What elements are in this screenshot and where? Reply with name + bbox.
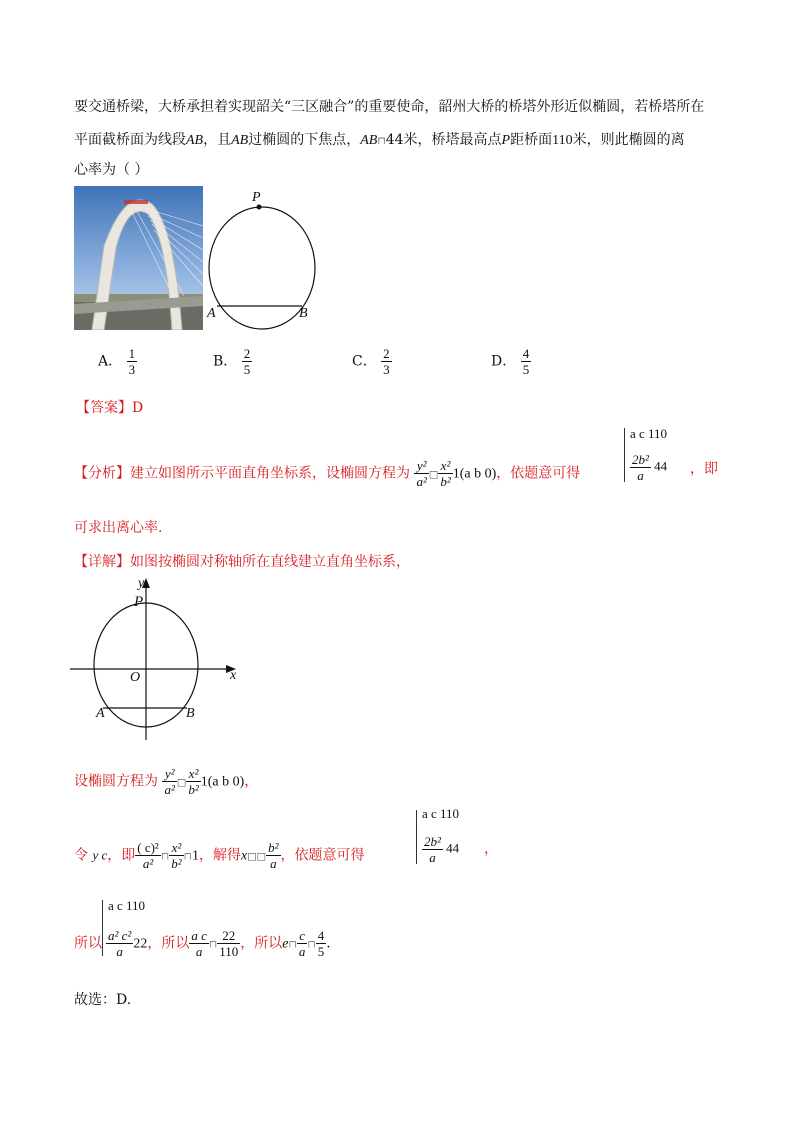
- detail-sys-b1: a c 110: [108, 898, 146, 913]
- value: 44: [446, 840, 460, 856]
- numerator: 22: [217, 928, 240, 944]
- option-letter: A．: [98, 353, 123, 370]
- numerator: 2: [243, 346, 251, 361]
- denominator: a: [298, 944, 306, 959]
- text: ，且: [203, 132, 232, 148]
- analysis-sys-2: [630, 452, 667, 483]
- ellipse-figure-1: [200, 192, 330, 332]
- text: 平面截桥面为线段: [74, 132, 186, 148]
- text: 建立如图所示平面直角坐标系，设椭圆方程为: [130, 465, 410, 482]
- text: ，所以: [147, 935, 190, 952]
- text: ，依题意可得: [280, 847, 365, 864]
- text: 如图按椭圆对称轴所在直线建立直角坐标系，: [130, 554, 410, 570]
- answer-line: [76, 398, 143, 418]
- question-line-2: 平面截桥面为线段AB，且AB过椭圆的下焦点，AB⊓44米，桥塔最高点P距桥面110米，则此椭圆的离: [74, 132, 685, 148]
- denominator: b²: [171, 856, 182, 871]
- detail-sys-a2: [422, 834, 459, 865]
- analysis-line-1: 【分析】建立如图所示平面直角坐标系，设椭圆方程为 $\frac{\text{y²}}{\text{a²}}$ □ $\frac{\text{x²}}{\text{b²}}$ 1(a b 0)，依题意可得: [74, 458, 581, 489]
- analysis-line-2: 可求出离心率.: [74, 520, 163, 536]
- analysis-sys-1: a c 110: [630, 426, 668, 441]
- option-a[interactable]: [98, 346, 137, 377]
- analysis-tag: 【分析】: [74, 465, 130, 482]
- bridge-photo: [74, 186, 203, 330]
- numerator: a c: [191, 928, 207, 943]
- height-value: 110: [552, 133, 573, 148]
- bridge-photo-svg: [74, 186, 203, 330]
- text: 过椭圆的下焦点，: [248, 132, 361, 148]
- detail-sys-a-post: ，: [484, 841, 498, 857]
- brace: [416, 810, 417, 864]
- label-b: B: [299, 306, 308, 321]
- segment-ab: AB: [186, 133, 204, 148]
- label-x-axis: x: [230, 668, 237, 683]
- label-p: P: [134, 594, 144, 610]
- conclusion: 故选：D.: [74, 992, 132, 1008]
- numerator: c: [297, 928, 308, 944]
- eccentricity-symbol: e: [282, 936, 289, 952]
- detail-let-line: 令 y c，即 $\frac{\text{( c)²}}{\text{a²}}$ ⊓ $\frac{\text{x²}}{\text{b²}}$ ⊓1，解得x□□ $\frac{\text{b²}}{a}$ ，依题意可得: [74, 840, 365, 871]
- denominator: a²: [164, 782, 175, 797]
- denominator: a: [637, 468, 644, 483]
- detail-line-1: [74, 552, 410, 572]
- numerator: a² c²: [108, 928, 132, 943]
- text: 令: [74, 847, 88, 864]
- denominator: a: [116, 944, 123, 959]
- text: ，: [244, 773, 259, 790]
- denominator: a: [270, 856, 277, 871]
- text: ，所以: [240, 935, 283, 952]
- question-line-1: 要交通桥梁，大桥承担着实现韶关“三区融合”的重要使命，韶州大桥的桥塔外形近似椭圆，若桥塔所在: [74, 99, 705, 115]
- value: 22: [133, 936, 148, 952]
- label-y-axis: y: [138, 576, 145, 591]
- numerator: 2b²: [632, 452, 649, 467]
- text: 距桥面: [510, 132, 553, 148]
- detail-tag: 【详解】: [74, 554, 130, 570]
- denominator: 5: [317, 944, 325, 959]
- label-origin: O: [130, 670, 141, 685]
- value: 1: [192, 848, 200, 864]
- option-c[interactable]: [352, 346, 392, 377]
- numerator: 2: [383, 346, 390, 361]
- numerator: b²: [268, 840, 279, 855]
- equation-rest: 1(a b 0): [452, 466, 497, 482]
- segment-ab: AB: [231, 133, 249, 148]
- numerator: 4: [522, 346, 530, 361]
- option-letter: B．: [213, 353, 238, 370]
- denominator: a: [429, 850, 436, 865]
- numerator: y²: [414, 458, 428, 474]
- detail-so-line: 所以 $\frac{\text{a² c²}}{a}$ 22，所以 $\frac{\text{a c}}{a}$ ⊓ $\frac{22}{110}$ ，所以e⊓ $\frac{c}{a}$ ⊓ $\frac{4}{5}$ .: [74, 928, 331, 959]
- equation-rest: 1(a b 0): [200, 774, 245, 790]
- text: 所以: [74, 935, 102, 952]
- denominator: a²: [416, 474, 427, 489]
- denominator: 3: [383, 362, 390, 377]
- option-d[interactable]: [491, 346, 531, 377]
- denominator: 110: [219, 944, 239, 959]
- label-a: A: [207, 306, 216, 321]
- numerator: y²: [162, 766, 176, 782]
- text: ，即: [107, 847, 136, 864]
- let-variable: y c: [92, 847, 108, 863]
- analysis-text-3: ，即: [690, 461, 718, 477]
- denominator: a: [195, 944, 203, 959]
- text: .: [326, 935, 331, 952]
- value: 44: [654, 458, 668, 474]
- text: 设椭圆方程为: [74, 773, 158, 790]
- option-letter: D．: [491, 353, 517, 370]
- variable: x: [241, 848, 248, 864]
- detail-sys-a1: a c 110: [422, 806, 460, 821]
- answer-value: D: [132, 400, 144, 416]
- denominator: 5: [522, 362, 530, 377]
- text: 44米，桥塔最高点: [385, 132, 502, 148]
- brace: [624, 428, 625, 482]
- denominator: 5: [243, 362, 251, 377]
- numerator: x²: [169, 840, 183, 856]
- denominator: 3: [128, 362, 136, 377]
- denominator: b²: [440, 474, 451, 489]
- label-b: B: [186, 706, 195, 721]
- numerator: x²: [438, 458, 452, 474]
- answer-tag: 【答案】: [76, 400, 132, 416]
- option-b[interactable]: [213, 346, 252, 377]
- numerator: 4: [317, 928, 325, 943]
- numerator: 1: [128, 346, 136, 361]
- segment-ab: AB: [360, 133, 378, 148]
- numerator: 2b²: [424, 834, 441, 849]
- point-p: P: [501, 133, 511, 148]
- option-letter: C．: [352, 353, 377, 370]
- label-p: P: [252, 190, 261, 205]
- detail-eq-line: 设椭圆方程为 $\frac{\text{y²}}{\text{a²}}$ □ $\frac{\text{x²}}{\text{b²}}$ 1(a b 0)，: [74, 766, 259, 797]
- text: ，依题意可得: [496, 465, 581, 482]
- denominator: b²: [188, 782, 199, 797]
- question-line-3: 心率为（ ）: [74, 162, 149, 178]
- text: ，解得: [199, 847, 242, 864]
- numerator: x²: [186, 766, 200, 782]
- numerator: ( c)²: [137, 840, 159, 855]
- text: 米，则此椭圆的离: [572, 132, 685, 148]
- denominator: a²: [142, 856, 154, 871]
- label-a: A: [96, 706, 105, 721]
